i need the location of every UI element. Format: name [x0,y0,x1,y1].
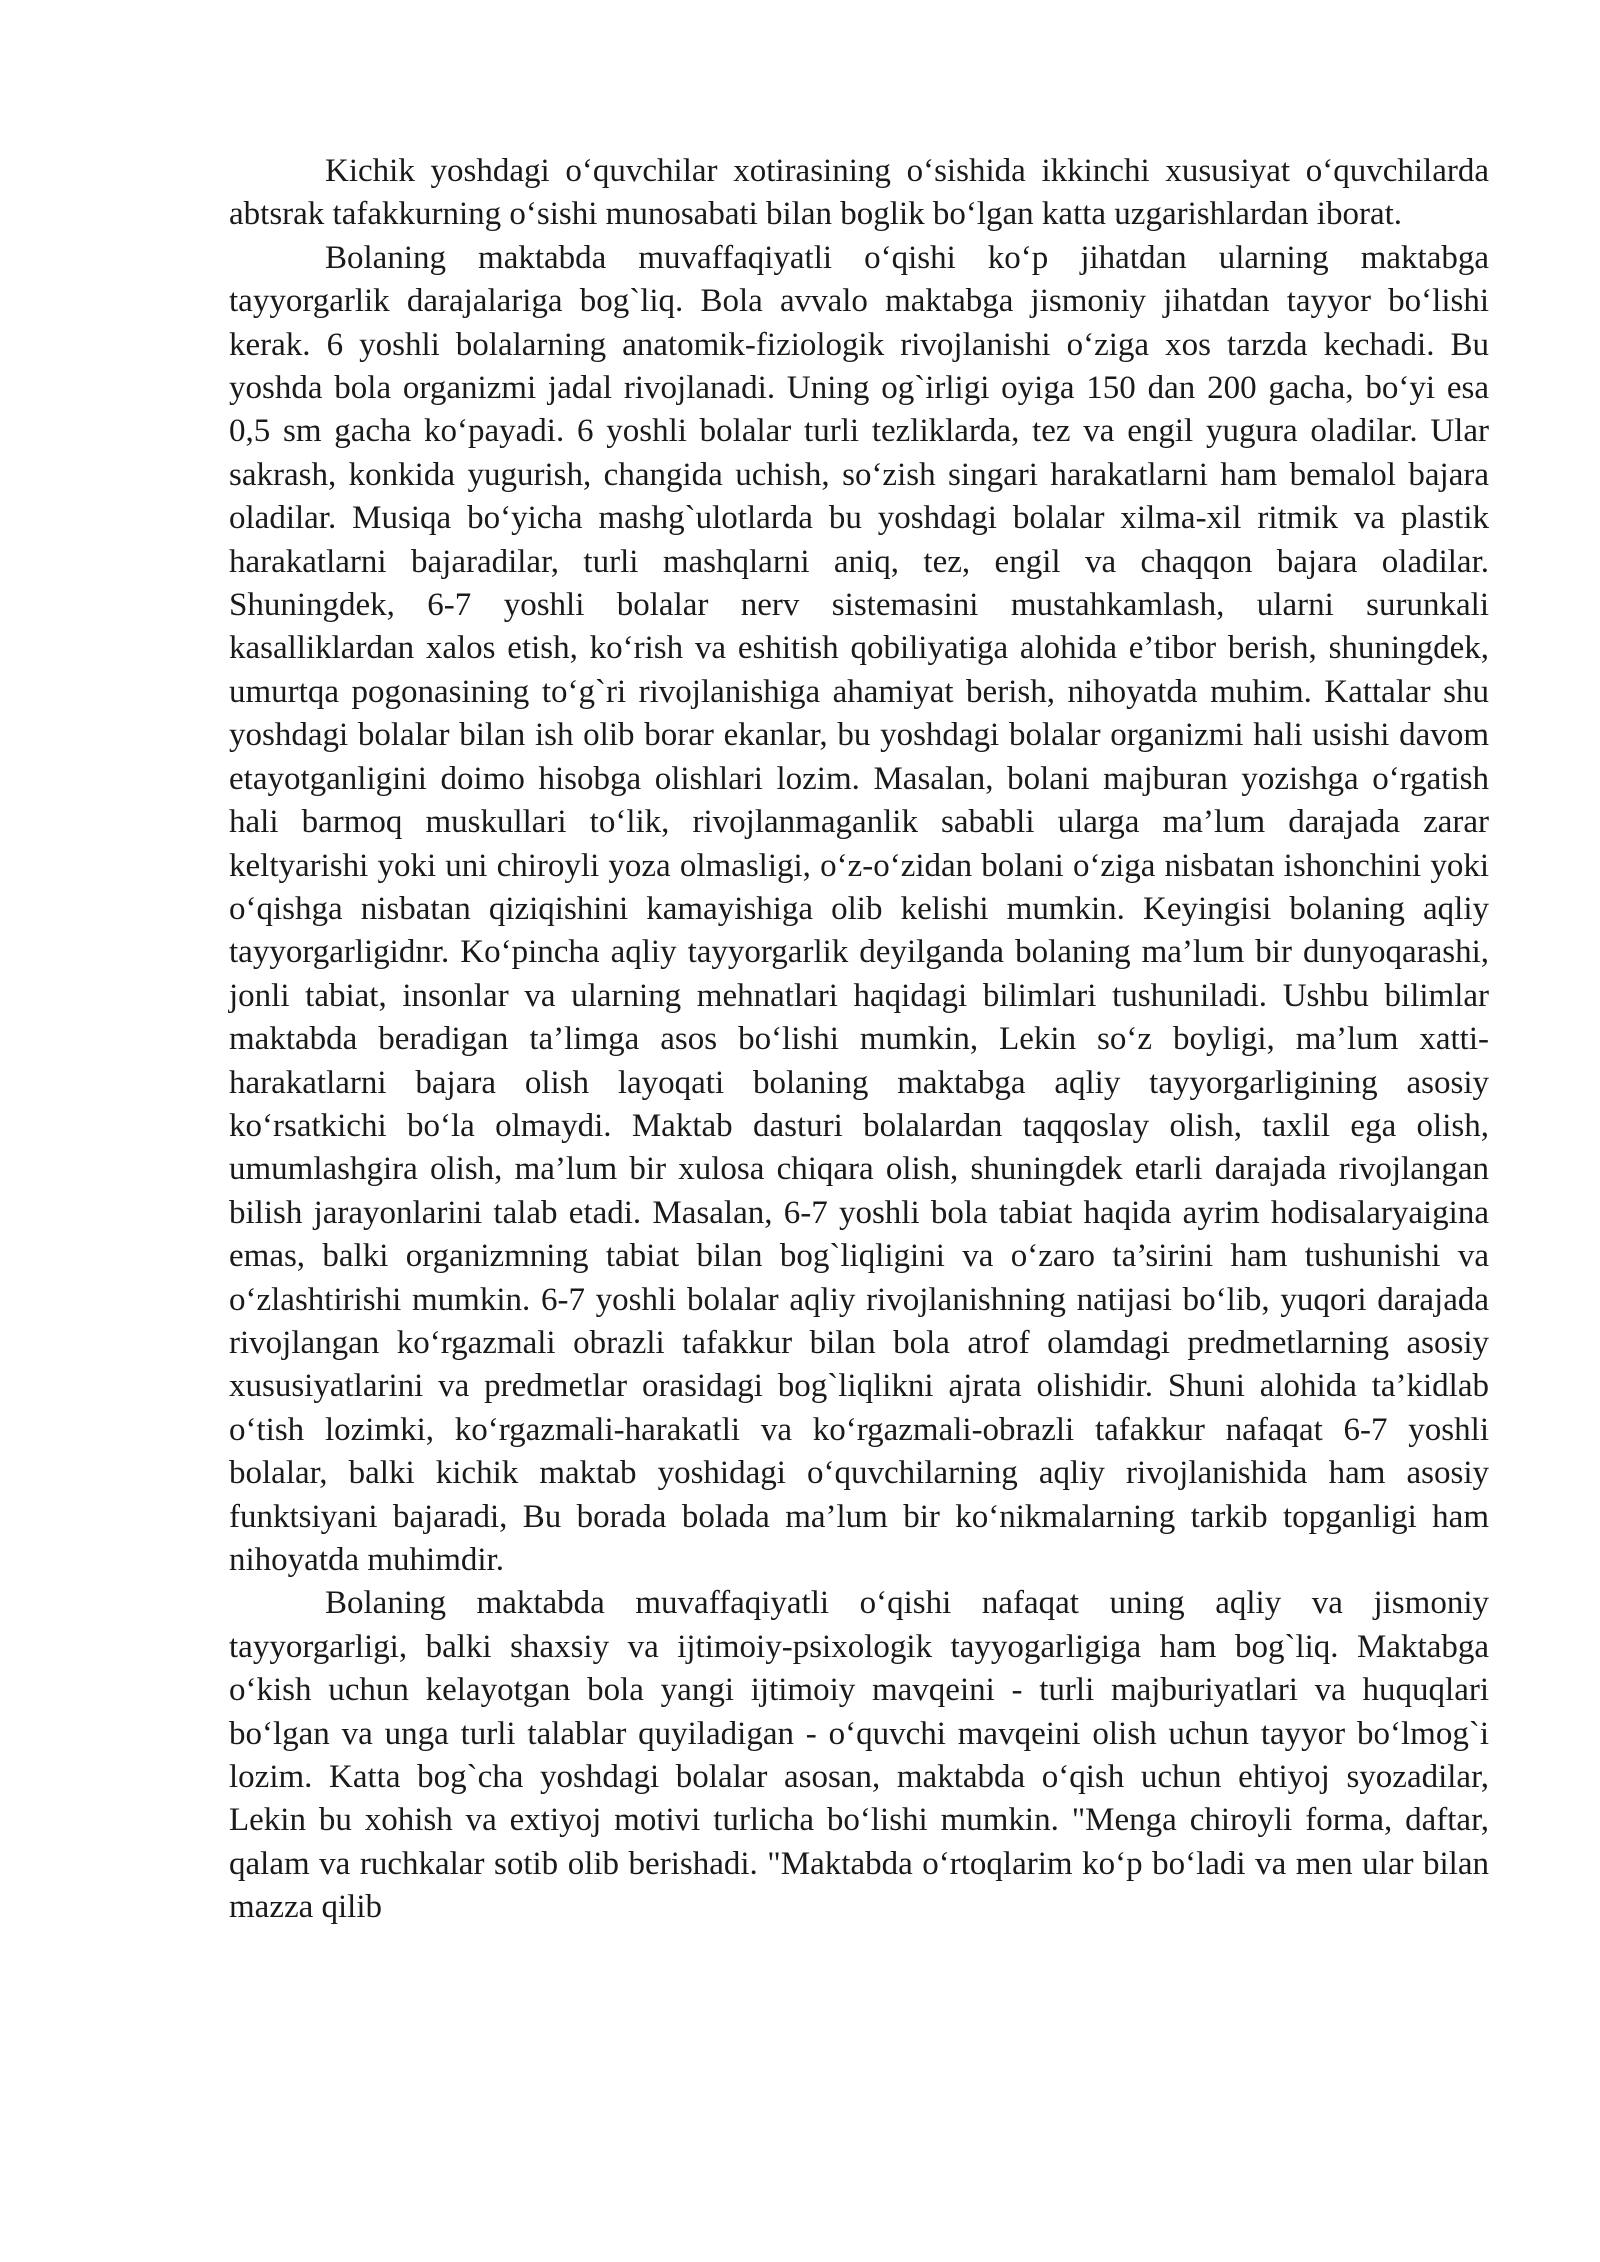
paragraph-3: Bolaning maktabda muvaffaqiyatli o‘qishi nafaqat uning aqliy va jismoniy tayyorgarligi, balki shaxsiy va ijtimoiy-psixologik tayyogarligiga ham bog`liq. Maktabga o‘kish uchun kelayotgan bola yangi ijtimoiy mavqeini - turli majburiyatlari va huquqlari bo‘lgan va unga turli talablar quyiladigan - o‘quvchi mavqeini olish uchun tayyor bo‘lmog`i lozim. Katta bog`cha yoshdagi bolalar asosan, maktabda o‘qish uchun ehtiyoj syozadilar, Lekin bu xohish va extiyoj motivi turlicha bo‘lishi mumkin. "Menga chiroyli forma, daftar, qalam va ruchkalar sotib olib berishadi. "Maktabda o‘rtoqlarim ko‘p bo‘ladi va men ular bilan mazza qilib [229,1585,1489,1926]
paragraph-2: Bolaning maktabda muvaffaqiyatli o‘qishi ko‘p jihatdan ularning maktabga tayyorgarlik darajalariga bog`liq. Bola avvalo maktabga jismoniy jihatdan tayyor bo‘lishi kerak. 6 yoshli bolalarning anatomik-fiziologik rivojlanishi o‘ziga xos tarzda kechadi. Bu yoshda bola organizmi jadal rivojlanadi. Uning og`irligi oyiga 150 dan 200 gacha, bo‘yi esa 0,5 sm gacha ko‘payadi. 6 yoshli bolalar turli tezliklarda, tez va engil yugura oladilar. Ular sakrash, konkida yugurish, changida uchish, so‘zish singari harakatlarni ham bemalol bajara oladilar. Musiqa bo‘yicha mashg`ulotlarda bu yoshdagi bolalar xilma-xil ritmik va plastik harakatlarni bajaradilar, turli mashqlarni aniq, tez, engil va chaqqon bajara oladilar. Shuningdek, 6-7 yoshli bolalar nerv sistemasini mustahkamlash, ularni surunkali kasalliklardan xalos etish, ko‘rish va eshitish qobiliyatiga alohida e’tibor berish, shuningdek, umurtqa pogonasining to‘g`ri rivojlanishiga ahamiyat berish, nihoyatda muhim. Kattalar shu yoshdagi bolalar bilan ish olib borar ekanlar, bu yoshdagi bolalar organizmi hali usishi davom etayotganligini doimo hisobga olishlari lozim. Masalan, bolani majburan yozishga o‘rgatish hali barmoq muskullari to‘lik, rivojlanmaganlik sababli ularga ma’lum darajada zarar keltyarishi yoki uni chiroyli yoza olmasligi, o‘z-o‘zidan bolani o‘ziga nisbatan ishonchini yoki o‘qishga nisbatan qiziqishini kamayishiga olib kelishi mumkin. Keyingisi bolaning aqliy tayyorgarligidnr. Ko‘pincha aqliy tayyorgarlik deyilganda bolaning ma’lum bir dunyoqarashi, jonli tabiat, insonlar va ularning mehnatlari haqidagi bilimlari tushuniladi. Ushbu bilimlar maktabda beradigan ta’limga asos bo‘lishi mumkin, Lekin so‘z boyligi, ma’lum xatti-harakatlarni bajara olish layoqati bolaning maktabga aqliy tayyorgarligining asosiy ko‘rsatkichi bo‘la olmaydi. Maktab dasturi bolalardan taqqoslay olish, taxlil ega olish, umumlashgira olish, ma’lum bir xulosa chiqara olish, shuningdek etarli darajada rivojlangan bilish jarayonlarini talab etadi. Masalan, 6-7 yoshli bola tabiat haqida ayrim hodisalaryaigina emas, balki organizmning tabiat bilan bog`liqligini va o‘zaro ta’sirini ham tushunishi va o‘zlashtirishi mumkin. 6-7 yoshli bolalar aqliy rivojlanishning natijasi bo‘lib, yuqori darajada rivojlangan ko‘rgazmali obrazli tafakkur bilan bola atrof olamdagi predmetlarning asosiy xususiyatlarini va predmetlar orasidagi bog`liqlikni ajrata olishidir. Shuni alohida ta’kidlab o‘tish lozimki, ko‘rgazmali-harakatli va ko‘rgazmali-obrazli tafakkur nafaqat 6-7 yoshli bolalar, balki kichik maktab yoshidagi o‘quvchilarning aqliy rivojlanishida ham asosiy funktsiyani bajaradi, Bu borada bolada ma’lum bir ko‘nikmalarning tarkib topganligi ham nihoyatda muhimdir. [229,239,1489,1578]
document-page [229,150,1489,1930]
paragraph-1: Kichik yoshdagi o‘quvchilar xotirasining o‘sishida ikkinchi xususiyat o‘quvchilarda abtsrak tafakkurning o‘sishi munosabati bilan boglik bo‘lgan katta uzgarishlardan iborat. [229,153,1489,233]
